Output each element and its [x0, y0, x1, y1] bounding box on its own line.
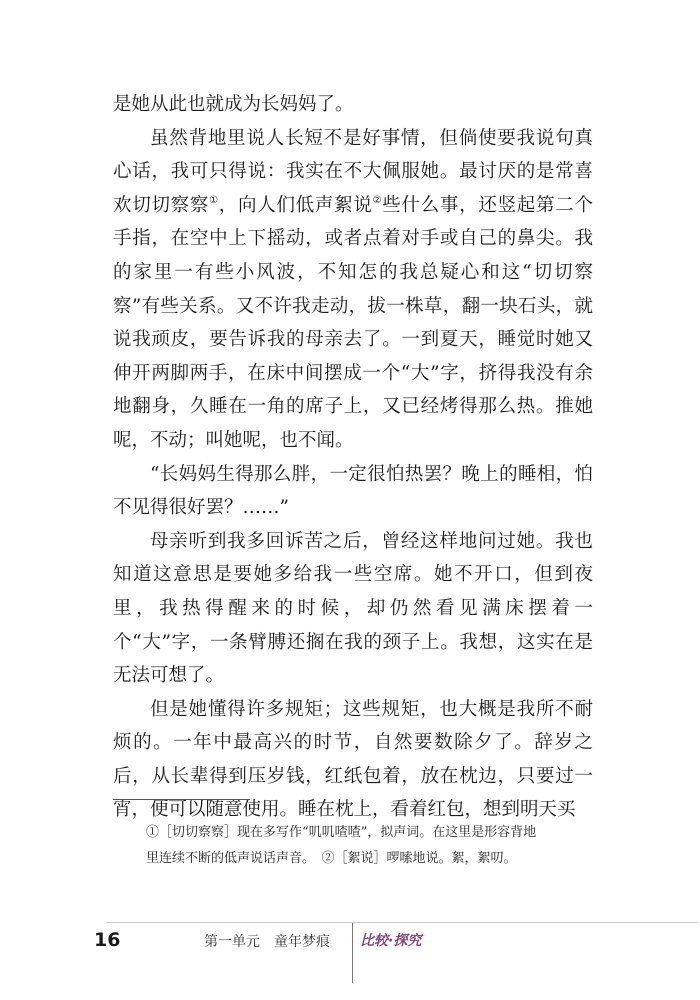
paragraph — [113, 458, 593, 525]
footnote-marker: ① — [209, 194, 219, 206]
footnote-marker: ② — [372, 194, 383, 206]
paragraph-text: 但是她懂得许多规矩；这些规矩，也大概是我所不耐烦的。一年中最高兴的时节，自然要数除夕了。辞岁之后，从长辈得到压岁钱，红纸包着，放在枕边，只要过一宵，便可以随意使用。睡在枕上，看着红包，想到明天买 — [113, 698, 593, 821]
footer-divider — [352, 923, 353, 983]
paragraph-text: ，向人们低声絮说 — [218, 194, 373, 216]
paragraph-text: 母亲听到我多回诉苦之后，曾经这样地问过她。我也知道这意思是要她多给我一些空席。她不开口，但到夜里，我热得醒来的时候，却仍然看见满床摆着一个“大”字，一条臂膊还搁在我的颈子上。我想，这实在是无法可想了。 — [113, 530, 593, 687]
main-text — [113, 88, 593, 827]
section-title: 比较·探究 — [360, 933, 422, 949]
paragraph-text: 是她从此也就成为长妈妈了。 — [113, 94, 354, 115]
footnote-line: ①［切切察察］现在多写作“叽叽喳喳”，拟声词。在这里是形容背地 — [146, 825, 537, 840]
footnotes — [146, 820, 594, 872]
paragraph-text: 些什么事，还竖起第二个手指，在空中上下摇动，或者点着对手或自己的鼻尖。我的家里一有些小风波，不知怎的我总疑心和这“切切察察”有些关系。又不许我走动，拔一株草，翻一块石头，就说我顽皮，要告诉我的母亲去了。一到夏天，睡觉时她又伸开两脚两手，在床中间摆成一个“大”字，挤得我没有余地翻身，久睡在一角的席子上，又已经烤得那么热。推她呢，不动；叫她呢，也不闻。 — [113, 194, 593, 451]
paragraph — [113, 525, 593, 693]
paragraph-text: “长妈妈生得那么胖，一定很怕热罢？晚上的睡相，怕不见得很好罢？……” — [113, 463, 593, 519]
footnote-line: 里连续不断的低声说话声音。 ②［絮说］啰嗦地说。絮，絮叨。 — [146, 851, 517, 866]
paragraph — [113, 88, 593, 122]
paragraph — [113, 693, 593, 827]
unit-title: 第一单元 童年梦痕 — [204, 934, 330, 950]
paragraph-text: 虽然背地里说人长短不是好事情，但倘使要我说句真心话，我可只得说：我实在不大佩服她。最讨厌的是常喜欢切切察察 — [113, 127, 593, 216]
footnote-divider — [113, 799, 250, 800]
paragraph — [113, 122, 593, 458]
page-number: 16 — [94, 929, 121, 951]
